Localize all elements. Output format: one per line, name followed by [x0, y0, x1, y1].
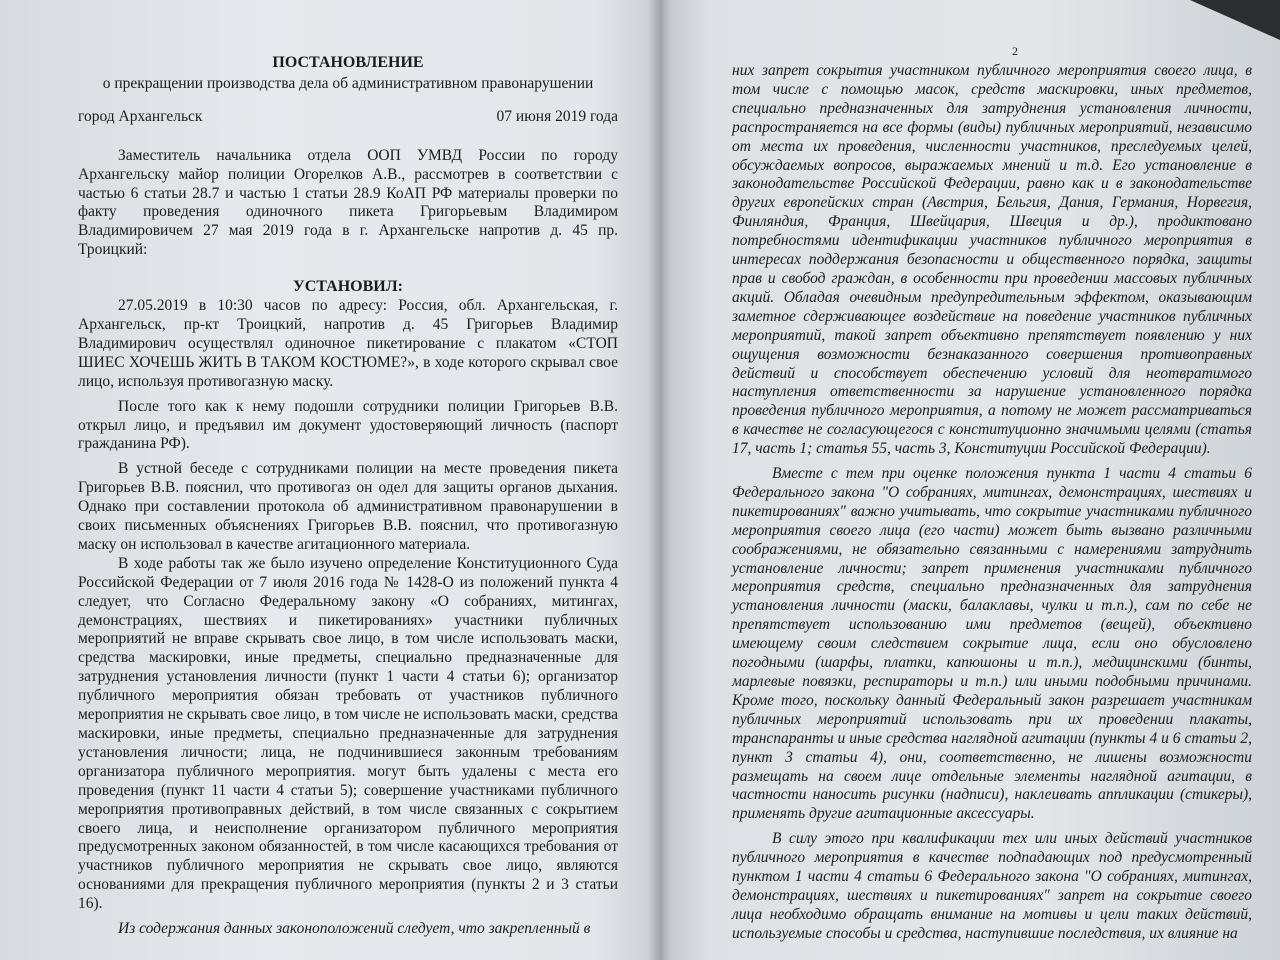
right-paragraph: В силу этого при квалификации тех или иных действий участников публичного мероприятия в качестве подпадающих под предусмотренный пунктом 1 части 4 статьи 6 Федерального закона "О собраниях, митингах, демонстрациях, шествиях и пикетированиях" запрет на сокрытие своего лица необходимо обращать внимание на мотивы и цели таких действий, используемые способы и средства, наступившие последствия, их влияние на	[732, 830, 1252, 942]
section-heading: УСТАНОВИЛ:	[293, 278, 403, 296]
document-page-right	[660, 0, 1280, 960]
page-corner	[1190, 0, 1280, 40]
city: город Архангельск	[78, 107, 203, 125]
left-paragraph: Из содержания данных законоположений следует, что закрепленный в	[118, 920, 591, 938]
document-subtitle: о прекращении производства дела об административном правонарушении	[102, 74, 594, 92]
intro-paragraph: Заместитель начальника отдела ООП УМВД России по городу Архангельску майор полиции Огорелков А.В., рассмотрев в соответствии с частью 6 статьи 28.7 и частью 1 статьи 28.9 КоАП РФ материалы проверки по факту проведения одиночного пикета Григорьевым Владимиром Владимировичем 27 мая 2019 года в г. Архангельске напротив д. 45 пр. Троицкий:	[78, 146, 618, 259]
left-paragraph: В устной беседе с сотрудниками полиции на месте проведения пикета Григорьев В.В. пояснил, что противогаз он одел для защиты органов дыхания. Однако при составлении протокола об административном правонарушении в своих письменных объяснениях Григорьев В.В. пояснил, что противогазную маску он использовал в качестве агитационного материала.	[78, 460, 618, 553]
document-date: 07 июня 2019 года	[496, 107, 618, 125]
right-paragraph: Вместе с тем при оценке положения пункта 1 части 4 статьи 6 Федерального закона "О собраниях, митингах, демонстрациях, шествиях и пикетированиях" важно учитывать, что сокрытие участниками публичного мероприятия своего лица (его части) может быть вызвано различными соображениями, не обязательно связанными с намерениями затруднить установление личности; запрет применения участниками публичного мероприятия средств, специально предназначенных для затруднения установления личности (маски, балаклавы, чулки и т.п.), сам по себе не препятствует использованию ими предметов (вещей), объективно имеющему своим следствием сокрытие лица, если оно обусловлено погодными (шарфы, платки, капюшоны и т.п.), медицинскими (бинты, марлевые повязки, респираторы и т.п.) или иными подобными причинами. Кроме того, поскольку данный Федеральный закон разрешает участникам публичных мероприятий использовать при их проведении плакаты, транспаранты и иные средства наглядной агитации (пункты 4 и 6 статьи 2, пункт 3 статьи 4), они, соответственно, не лишены возможности размещать на своем лице отдельные элементы наглядной агитации, в частности наносить рисунки (надписи), наклеивать аппликации (стикеры), применять другие агитационные аксессуары.	[732, 465, 1252, 823]
document-title: ПОСТАНОВЛЕНИЕ	[272, 54, 424, 71]
left-paragraph: После того как к нему подошли сотрудники полиции Григорьев В.В. открыл лицо, и предъявил им документ удостоверяющий личность (паспорт гражданина РФ).	[78, 397, 618, 453]
left-text-column	[78, 50, 618, 939]
right-paragraph: них запрет сокрытия участником публичного мероприятия своего лица, в том числе с помощью масок, средств маскировки, иных предметов, специально предназначенных для затруднения установления личности, распространяется на все формы (виды) публичных мероприятий, независимо от места их проведения, численности участников, преследуемых целей, обсуждаемых вопросов, выражаемых мнений и т.д. Его установление в законодательстве Российской Федерации, равно как и в законодательстве других европейских стран (Австрия, Бельгия, Дания, Германия, Норвегия, Финляндия, Франция, Швейцария, Швеция и др.), продиктовано потребностями идентификации участников публичного мероприятия в интересах поддержания безопасности и общественного порядка, защиты прав и свобод граждан, в особенности при проведении массовых публичных акций. Обладая очевидным предупредительным эффектом, оказывающим заметное сдерживающее воздействие на поведение участников публичных мероприятий, такой запрет объективно препятствует появлению у них ощущения возможности безнаказанного совершения противоправных действий и способствует обеспечению условий для неотвратимого наступления ответственности за нарушение установленного порядка проведения публичного мероприятия, а потому не может рассматриваться в качестве не согласующегося с конституционно значимыми целями (статья 17, часть 1; статья 55, часть 3, Конституции Российской Федерации).	[732, 62, 1252, 458]
right-text-column	[732, 62, 1252, 944]
page-fold-shadow	[648, 0, 670, 960]
left-paragraph: 27.05.2019 в 10:30 часов по адресу: Россия, обл. Архангельская, г. Архангельск, пр-кт Троицкий, напротив д. 45 Григорьев Владимир Владимирович осуществлял одиночное пикетирование с плакатом «СТОП ШИЕС ХОЧЕШЬ ЖИТЬ В ТАКОМ КОСТЮМЕ?», в ходе которого скрывал свое лицо, используя противогазную маску.	[78, 297, 618, 390]
page-number: 2	[1012, 44, 1018, 58]
place-date-line	[78, 108, 618, 127]
left-paragraph: В ходе работы так же было изучено определение Конституционного Суда Российской Федерации от 7 июля 2016 года № 1428-О из положений пункта 4 следует, что Согласно Федеральному закону «О собраниях, митингах, демонстрациях, шествиях и пикетированиях» участники публичных мероприятий не вправе скрывать свое лицо, в том числе использовать маски, средства маскировки, иные предметы, специально предназначенные для затруднения установления личности (пункт 1 части 4 статьи 6); организатор публичного мероприятия обязан требовать от участников публичного мероприятия не скрывать свое лицо, в том числе не использовать маски, средства маскировки, иные предметы, специально предназначенные для затруднения установления личности; лица, не подчинившиеся законным требованиям организатора публичного мероприятия. могут быть удалены с места его проведения (пункт 11 части 4 статьи 5); совершение участниками публичного мероприятия противоправных действий, в том числе связанных с сокрытием своего лица, и неисполнение организатором публичного мероприятия предусмотренных законом обязанностей, в том числе касающихся требования от участников публичного мероприятия не скрывать свое лицо, являются основаниями для прекращения публичного мероприятия (пункты 2 и 3 статьи 16).	[78, 554, 618, 913]
